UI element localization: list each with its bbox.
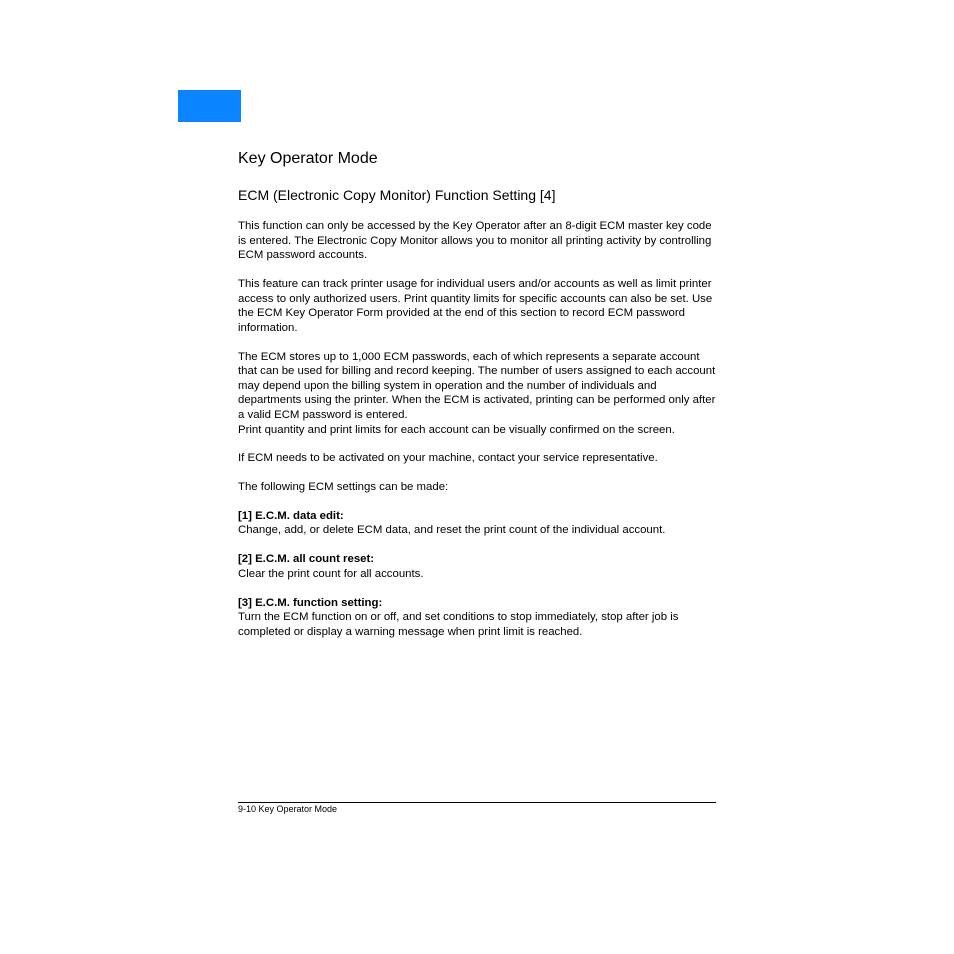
- paragraph-passwords: The ECM stores up to 1,000 ECM passwords, each of which represents a separate account that can be used for billing and record keeping. The number of users assigned to each account may depend upon the billing system in operation and the number of individuals and departments using the printer. When the ECM is activated, printing can be performed only after a valid ECM password is entered.: [238, 350, 716, 421]
- paragraph-settings-intro: The following ECM settings can be made:: [238, 481, 449, 494]
- paragraph-tracking: This feature can track printer usage for individual users and/or accounts as well as limit printer access to only authorized users. Print quantity limits for specific accounts can also be set. Use the ECM Key Operator Form provided at the end of this section to record ECM password information.: [238, 277, 713, 334]
- setting-item-title: [2] E.C.M. all count reset:: [238, 553, 375, 566]
- page-footer: 9-10 Key Operator Mode: [238, 804, 338, 814]
- page-content: [238, 148, 718, 654]
- chapter-tab-marker: [178, 90, 241, 122]
- setting-item-title: [3] E.C.M. function setting:: [238, 596, 383, 609]
- setting-item-data-edit: [238, 509, 718, 538]
- setting-item-count-reset: [238, 552, 718, 581]
- setting-item-description: Turn the ECM function on or off, and set conditions to stop immediately, stop after job is completed or display a warning message when print limit is reached.: [238, 611, 679, 638]
- paragraph-confirm: Print quantity and print limits for each account can be visually confirmed on the screen.: [238, 423, 675, 436]
- paragraph-intro: This function can only be accessed by the Key Operator after an 8-digit ECM master key code is entered. The Electronic Copy Monitor allows you to monitor all printing activity by controlling ECM password accounts.: [238, 220, 712, 262]
- footer-divider: [238, 802, 716, 803]
- section-title: ECM (Electronic Copy Monitor) Function Setting [4]: [238, 187, 556, 203]
- setting-item-description: Clear the print count for all accounts.: [238, 567, 424, 580]
- chapter-title: Key Operator Mode: [238, 150, 378, 167]
- setting-item-function-setting: [238, 596, 718, 640]
- paragraph-activation: If ECM needs to be activated on your machine, contact your service representative.: [238, 452, 658, 465]
- setting-item-description: Change, add, or delete ECM data, and reset the print count of the individual account.: [238, 524, 666, 537]
- setting-item-title: [1] E.C.M. data edit:: [238, 509, 344, 522]
